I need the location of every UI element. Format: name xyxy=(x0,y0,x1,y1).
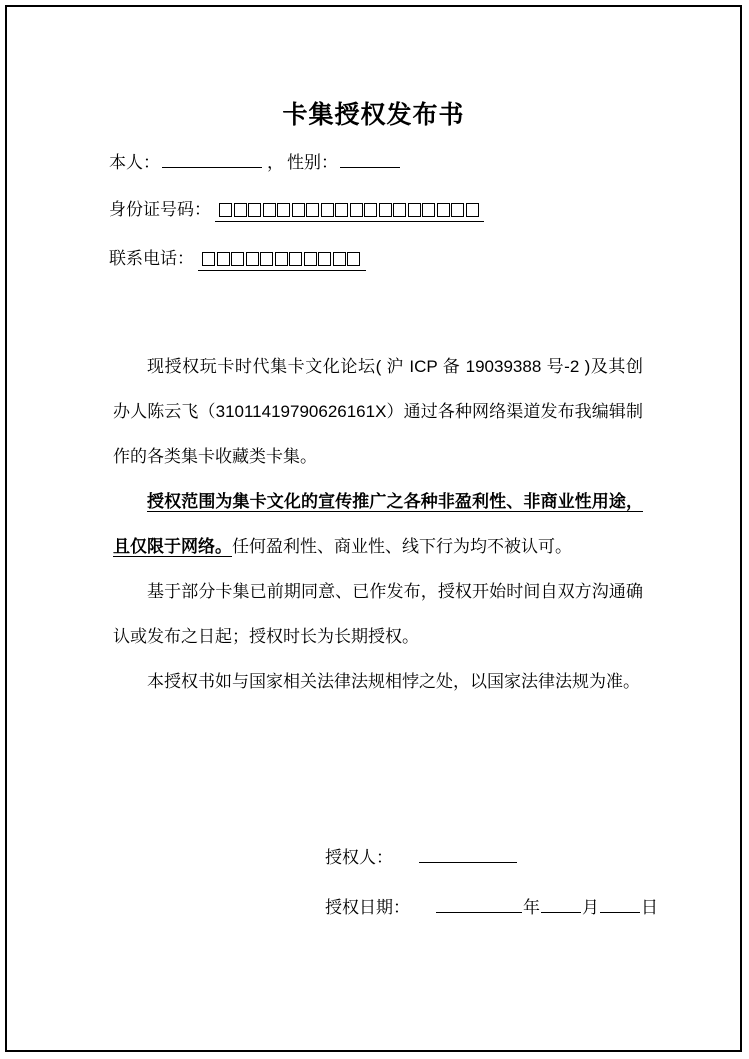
name-input[interactable] xyxy=(162,151,262,168)
character-box[interactable] xyxy=(364,203,377,217)
character-box[interactable] xyxy=(466,203,479,217)
signature-row-grantor xyxy=(325,843,658,868)
gender-label: 性别： xyxy=(287,153,338,172)
character-box[interactable] xyxy=(202,252,215,266)
character-box[interactable] xyxy=(231,252,244,266)
field-row-phone xyxy=(109,244,669,271)
usage-restriction-normal: 任何盈利性、商业性、线下行为均不被认可。 xyxy=(232,537,572,556)
character-box[interactable] xyxy=(335,203,348,217)
character-box[interactable] xyxy=(321,203,334,217)
character-box[interactable] xyxy=(263,203,276,217)
character-box[interactable] xyxy=(451,203,464,217)
character-box[interactable] xyxy=(379,203,392,217)
character-box[interactable] xyxy=(304,252,317,266)
phone-label: 联系电话： xyxy=(109,249,194,268)
character-box[interactable] xyxy=(333,252,346,266)
character-box[interactable] xyxy=(318,252,331,266)
date-label: 授权日期： xyxy=(325,898,410,917)
paragraph-term: 基于部分卡集已前期同意、已作发布，授权开始时间自双方沟通确认或发布之日起；授权时长为长期授权。 xyxy=(113,582,643,646)
character-box[interactable] xyxy=(234,203,247,217)
name-label: 本人： xyxy=(109,153,160,172)
field-row-name-gender xyxy=(109,148,669,173)
character-box[interactable] xyxy=(350,203,363,217)
character-box[interactable] xyxy=(246,252,259,266)
character-box[interactable] xyxy=(393,203,406,217)
paragraph-legal-clause: 本授权书如与国家相关法律法规相悖之处，以国家法律法规为准。 xyxy=(147,672,640,691)
signature-block xyxy=(325,843,658,943)
id-number-input[interactable] xyxy=(215,200,484,222)
usage-restriction-emphasis: 授权范围为集卡文化的宣传推广之各种非盈利性、非商业性用途，且仅限于网络。 xyxy=(113,492,643,556)
grantor-signature-input[interactable] xyxy=(419,846,517,863)
field-separator: ， xyxy=(267,153,284,172)
character-box[interactable] xyxy=(422,203,435,217)
applicant-fields xyxy=(109,148,669,293)
paragraph-grant-scope: 现授权玩卡时代集卡文化论坛( 沪 ICP 备 19039388 号-2 )及其创办人陈云飞（31011419790626161X）通过各种网络渠道发布我编辑制作的各类集卡收藏类卡集。 xyxy=(113,357,643,466)
date-month-input[interactable] xyxy=(541,896,581,913)
date-month-unit: 月 xyxy=(582,898,599,917)
character-box[interactable] xyxy=(306,203,319,217)
character-box[interactable] xyxy=(289,252,302,266)
character-box[interactable] xyxy=(292,203,305,217)
phone-input[interactable] xyxy=(198,249,366,271)
field-row-id-number xyxy=(109,195,669,222)
character-box[interactable] xyxy=(277,203,290,217)
grantor-label: 授权人： xyxy=(325,848,393,867)
character-box[interactable] xyxy=(437,203,450,217)
character-box[interactable] xyxy=(217,252,230,266)
date-year-unit: 年 xyxy=(523,898,540,917)
character-box[interactable] xyxy=(248,203,261,217)
character-box[interactable] xyxy=(219,203,232,217)
id-number-label: 身份证号码： xyxy=(109,200,211,219)
character-box[interactable] xyxy=(275,252,288,266)
date-day-input[interactable] xyxy=(600,896,640,913)
character-box[interactable] xyxy=(347,252,360,266)
character-box[interactable] xyxy=(408,203,421,217)
page-title: 卡集授权发布书 xyxy=(282,101,465,129)
date-day-unit: 日 xyxy=(641,898,658,917)
character-box[interactable] xyxy=(260,252,273,266)
signature-row-date xyxy=(325,893,658,918)
date-year-input[interactable] xyxy=(436,896,522,913)
document-page xyxy=(5,5,742,1052)
document-body xyxy=(113,344,643,704)
gender-input[interactable] xyxy=(340,151,400,168)
paragraph-usage-restriction xyxy=(113,479,643,569)
